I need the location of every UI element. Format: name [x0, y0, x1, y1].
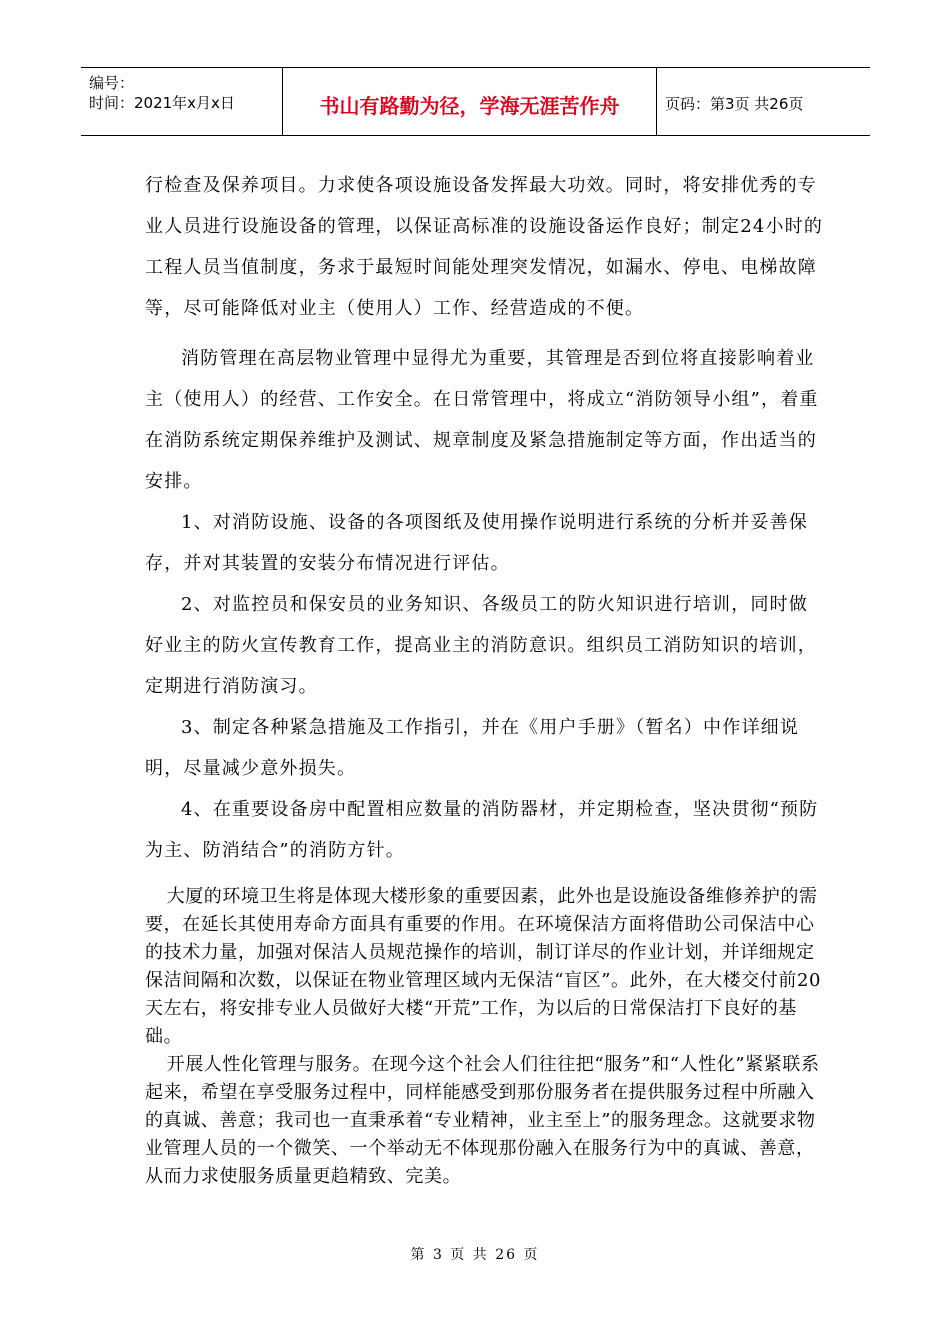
list-item-fire-4: 4、在重要设备房中配置相应数量的消防器材，并定期检查，坚决贯彻“预防为主、防消结合”的消防方针。 — [145, 799, 819, 861]
header-motto: 书山有路勤为径，学海无涯苦作舟 — [283, 68, 657, 135]
document-body — [145, 165, 825, 1191]
paragraph-fire-management: 消防管理在高层物业管理中显得尤为重要，其管理是否到位将直接影响着业主（使用人）的经营、工作安全。在日常管理中，将成立“消防领导小组”，着重在消防系统定期保养维护及测试、规章制度及紧急措施制定等方面，作出适当的安排。 — [145, 348, 819, 492]
paragraph-humanized-service: 开展人性化管理与服务。在现今这个社会人们往往把“服务”和“人性化”紧紧联系起来，希望在享受服务过程中，同样能感受到那份服务者在提供服务过程中所融入的真诚、善意；我司也一直秉承着“专业精神，业主至上”的服务理念。这就要求物业管理人员的一个微笑、一个举动无不体现那份融入在服务行为中的真诚、善意，从而力求使服务质量更趋精致、完美。 — [145, 1054, 820, 1187]
list-item-fire-2: 2、对监控员和保安员的业务知识、各级员工的防火知识进行培训，同时做好业主的防火宣传教育工作，提高业主的消防意识。组织员工消防知识的培训，定期进行消防演习。 — [145, 594, 817, 697]
list-item-fire-3: 3、制定各种紧急措施及工作指引，并在《用户手册》（暂名）中作详细说明，尽量减少意外损失。 — [145, 717, 800, 779]
paragraph-facilities: 行检查及保养项目。力求使各项设施设备发挥最大功效。同时，将安排优秀的专业人员进行设施设备的管理，以保证高标准的设施设备运作良好；制定24小时的工程人员当值制度，务求于最短时间能处理突发情况，如漏水、停电、电梯故障等，尽可能降低对业主（使用人）工作、经营造成的不便。 — [145, 175, 824, 319]
document-number-label: 编号： — [89, 74, 135, 92]
paragraph-cleaning: 大厦的环境卫生将是体现大楼形象的重要因素，此外也是设施设备维修养护的需要，在延长其使用寿命方面具有重要的作用。在环境保洁方面将借助公司保洁中心的技术力量，加强对保洁人员规范操作的培训，制订详尽的作业计划，并详细规定保洁间隔和次数，以保证在物业管理区域内无保洁“盲区”。此外，在大楼交付前20天左右，将安排专业人员做好大楼“开荒”工作，为以后的日常保洁打下良好的基础。 — [145, 886, 822, 1047]
header-page-info: 页码：第3页 共26页 — [665, 95, 804, 113]
header-meta — [81, 68, 283, 135]
document-time-label: 时间：2021年x月x日 — [89, 94, 235, 112]
page-footer: 第 3 页 共 26 页 — [410, 1247, 540, 1263]
list-item-fire-1: 1、对消防设施、设备的各项图纸及使用操作说明进行系统的分析并妥善保存，并对其装置的安装分布情况进行评估。 — [145, 512, 809, 574]
page-header — [81, 67, 870, 136]
